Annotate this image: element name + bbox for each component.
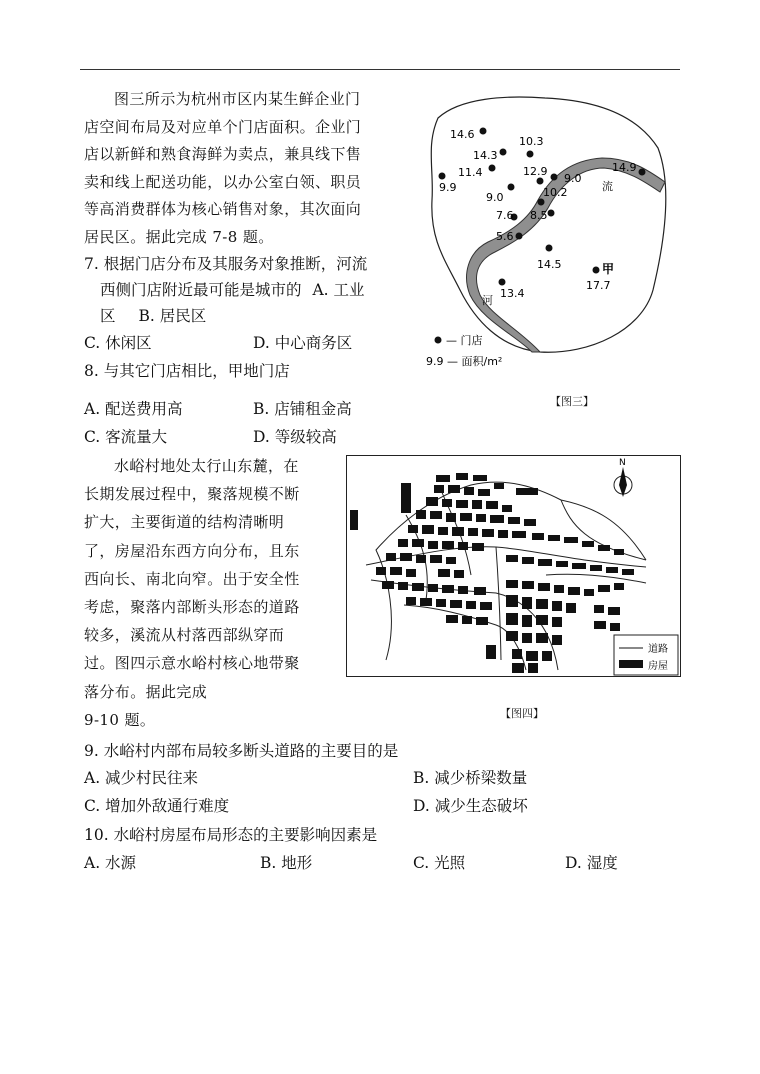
store-point	[508, 184, 515, 191]
store-point	[537, 178, 544, 185]
house	[516, 488, 538, 495]
house	[598, 585, 610, 592]
question-7-option-c[interactable]: C. 休闲区	[84, 334, 152, 352]
store-area-label: 11.4	[458, 166, 483, 179]
question-7-line-3	[100, 302, 206, 330]
house	[408, 525, 418, 533]
house	[446, 513, 456, 522]
house	[450, 600, 462, 608]
house	[536, 599, 548, 609]
house	[473, 475, 487, 481]
store-area-label: 14.3	[473, 149, 498, 162]
store-area-label: 5.6	[496, 230, 514, 243]
house	[406, 597, 416, 605]
house	[468, 528, 478, 536]
house	[498, 530, 508, 538]
legend-house-symbol	[619, 660, 643, 668]
house	[622, 569, 634, 575]
house	[506, 555, 518, 562]
store-area-label: 8.5	[530, 209, 548, 222]
legend-house-label: 房屋	[648, 661, 668, 672]
house	[486, 501, 498, 509]
house	[460, 513, 472, 521]
house	[422, 525, 434, 534]
store-point	[480, 128, 487, 135]
house	[428, 541, 438, 549]
house	[472, 500, 482, 509]
house	[462, 616, 472, 624]
house	[538, 583, 550, 591]
passage-2-line: 了，房屋沿东西方向分布，且东	[84, 541, 300, 560]
figure-3-map	[420, 90, 685, 375]
house	[398, 582, 408, 590]
house	[412, 583, 424, 591]
house	[446, 557, 456, 564]
store-point	[551, 174, 558, 181]
house	[556, 561, 568, 567]
store-point	[538, 199, 545, 206]
house	[522, 581, 534, 589]
question-9-stem: 9. 水峪村内部布局较多断头道路的主要目的是	[84, 742, 399, 760]
house	[614, 549, 624, 555]
store-area-label: 7.6	[496, 209, 514, 222]
house	[420, 598, 432, 606]
question-7-stem-cont	[100, 276, 365, 304]
house	[584, 589, 594, 596]
house	[522, 633, 532, 643]
house	[552, 635, 562, 645]
question-9-option-a[interactable]: A. 减少村民往来	[84, 769, 199, 787]
store-point	[639, 169, 646, 176]
question-10-option-c[interactable]: C. 光照	[413, 854, 466, 872]
house	[401, 483, 411, 513]
passage-1-line: 店以新鲜和熟食海鲜为卖点，兼具线下售	[84, 145, 362, 163]
house	[458, 586, 468, 594]
passage-2-line: 西向长、南北向窄。出于安全性	[84, 569, 300, 588]
house	[400, 553, 412, 561]
house	[542, 651, 552, 661]
passage-2	[84, 452, 342, 734]
question-9-option-c[interactable]: C. 增加外敌通行难度	[84, 797, 230, 815]
passage-2-line: 落分布。据此完成	[84, 682, 208, 701]
question-8-option-c[interactable]: C. 客流量大	[84, 428, 168, 446]
store-area-label: 10.3	[519, 135, 544, 148]
house	[406, 569, 416, 577]
question-9-option-d[interactable]: D. 减少生态破坏	[413, 797, 528, 815]
house	[474, 587, 486, 595]
question-7-option-a-cont[interactable]: 区	[100, 307, 116, 325]
store-point	[516, 233, 523, 240]
house	[512, 663, 524, 673]
house	[532, 533, 544, 540]
store-point	[593, 267, 600, 274]
house	[506, 595, 518, 607]
legend-box	[614, 635, 678, 675]
house	[606, 567, 618, 573]
figure-3-legend	[426, 333, 502, 368]
house	[430, 555, 442, 563]
house	[594, 621, 606, 629]
house	[522, 615, 532, 627]
house	[568, 587, 580, 595]
house	[442, 499, 452, 507]
figure-4-legend	[614, 635, 678, 675]
store-area-label: 13.4	[500, 287, 525, 300]
house	[482, 529, 494, 537]
house	[554, 585, 564, 593]
question-10-option-b[interactable]: B. 地形	[260, 854, 313, 872]
house	[434, 485, 444, 493]
river-label-west: 河	[482, 294, 493, 307]
house	[416, 510, 426, 519]
passage-2-line: 水峪村地处太行山东麓，在	[114, 457, 299, 475]
house	[442, 541, 454, 549]
house	[536, 615, 548, 625]
passage-2-line: 考虑，聚落内部断头形态的道路	[84, 598, 300, 617]
question-7-stem: 7. 根据门店分布及其服务对象推断，河流	[84, 255, 368, 273]
passage-2-line: 长期发展过程中，聚落规模不断	[84, 485, 300, 504]
passage-1-line: 居民区。据此完成 7-8 题。	[84, 227, 274, 246]
house	[436, 599, 446, 607]
house	[476, 617, 488, 625]
legend-road-label: 道路	[648, 644, 668, 655]
north-label: N	[619, 458, 626, 468]
house	[436, 475, 450, 482]
question-7-option-b[interactable]: B. 居民区	[138, 307, 207, 325]
question-8-option-d[interactable]: D. 等级较高	[253, 428, 337, 446]
house	[552, 601, 562, 611]
passage-2-line: 过。图四示意水峪村核心地带聚	[84, 654, 300, 673]
river-label-east: 流	[602, 180, 613, 193]
passage-1-line: 卖和线上配送功能，以办公室白领、职员	[84, 172, 362, 191]
house	[524, 519, 536, 526]
store-area-label: 9.0	[564, 172, 582, 185]
store-point	[548, 210, 555, 217]
legend-store-dot	[435, 337, 442, 344]
house	[506, 631, 518, 641]
house	[454, 570, 464, 578]
header-rule	[80, 69, 680, 70]
store-area-label: 14.6	[450, 128, 475, 141]
house	[526, 651, 538, 661]
house	[548, 535, 560, 541]
house	[490, 515, 504, 523]
house	[466, 601, 476, 609]
house	[456, 500, 468, 508]
store-area-label: 9.9	[439, 181, 457, 194]
house	[608, 607, 620, 615]
house	[350, 510, 358, 530]
house	[376, 567, 386, 575]
store-point	[439, 173, 446, 180]
house	[506, 613, 518, 625]
house	[594, 605, 604, 613]
house	[614, 583, 624, 590]
house	[506, 580, 518, 588]
store-area-label: 17.7	[586, 279, 611, 292]
legend-area-label: 9.9 — 面积/m²	[426, 355, 503, 368]
store-jia-label: 甲	[602, 262, 615, 276]
house	[452, 527, 464, 536]
house	[426, 497, 438, 506]
passage-1-line: 店空间布局及对应单个门店面积。企业门	[84, 117, 362, 136]
passage-1-line: 图三所示为杭州市区内某生鲜企业门	[114, 90, 361, 108]
question-9-option-b[interactable]: B. 减少桥梁数量	[413, 769, 528, 787]
house	[508, 517, 520, 524]
house	[478, 489, 490, 496]
house	[502, 505, 512, 512]
house	[512, 649, 522, 659]
house	[412, 539, 424, 547]
house	[448, 485, 460, 493]
question-8-option-b[interactable]: B. 店铺租金高	[253, 400, 352, 418]
question-7-stem-2: 西侧门店附近最可能是城市的	[100, 281, 302, 299]
store-point	[500, 149, 507, 156]
house	[430, 511, 442, 519]
house	[390, 567, 402, 575]
store-area-label: 14.5	[537, 258, 562, 271]
house	[456, 473, 468, 480]
house	[458, 542, 468, 550]
house	[382, 581, 394, 589]
figure-4-caption: 【图四】	[500, 707, 544, 720]
house	[416, 555, 426, 563]
passage-1-line: 等高消费群体为核心销售对象，其次面向	[84, 200, 362, 218]
house	[582, 541, 594, 547]
passage-2-line: 较多，溪流从村落西部纵穿而	[84, 626, 285, 645]
store-point	[489, 165, 496, 172]
question-10-option-d[interactable]: D. 湿度	[565, 854, 618, 872]
house	[538, 559, 552, 566]
question-10-stem: 10. 水峪村房屋布局形态的主要影响因素是	[84, 826, 378, 844]
question-10-option-a[interactable]: A. 水源	[84, 854, 137, 872]
house	[598, 545, 610, 551]
house	[464, 487, 474, 495]
house	[536, 633, 548, 643]
passage-2-line: 扩大，主要街道的结构清晰明	[84, 513, 285, 532]
question-7-option-a[interactable]: A. 工业	[312, 281, 365, 299]
house	[564, 537, 578, 543]
house	[494, 483, 504, 489]
passage-2-line: 9-10 题。	[84, 710, 156, 729]
house	[446, 615, 458, 623]
store-area-label: 9.0	[486, 191, 504, 204]
store-area-label: 10.2	[543, 186, 568, 199]
question-8-stem: 8. 与其它门店相比，甲地门店	[84, 362, 290, 380]
house	[590, 565, 602, 571]
figure-4-map	[346, 455, 681, 677]
house	[438, 569, 450, 577]
house	[442, 585, 454, 593]
store-point	[527, 151, 534, 158]
house	[522, 557, 534, 564]
legend-store-label: — 门店	[446, 334, 483, 347]
house	[572, 563, 586, 569]
house	[566, 603, 576, 613]
house	[610, 623, 620, 631]
house	[428, 584, 438, 592]
house	[528, 663, 538, 673]
house	[552, 617, 562, 627]
house	[386, 553, 396, 561]
store-area-label: 12.9	[523, 165, 548, 178]
house	[398, 539, 408, 547]
house	[522, 597, 532, 609]
store-area-label: 14.9	[612, 161, 637, 174]
figure-3-caption: 【图三】	[550, 395, 594, 408]
question-7-option-d[interactable]: D. 中心商务区	[253, 334, 353, 352]
house	[486, 645, 496, 659]
house	[472, 543, 484, 551]
question-8-option-a[interactable]: A. 配送费用高	[84, 400, 183, 418]
house	[480, 602, 492, 610]
store-point	[546, 245, 553, 252]
store-point	[499, 279, 506, 286]
house	[512, 531, 526, 538]
passage-1	[84, 86, 414, 251]
house	[438, 527, 448, 535]
house	[476, 514, 486, 522]
